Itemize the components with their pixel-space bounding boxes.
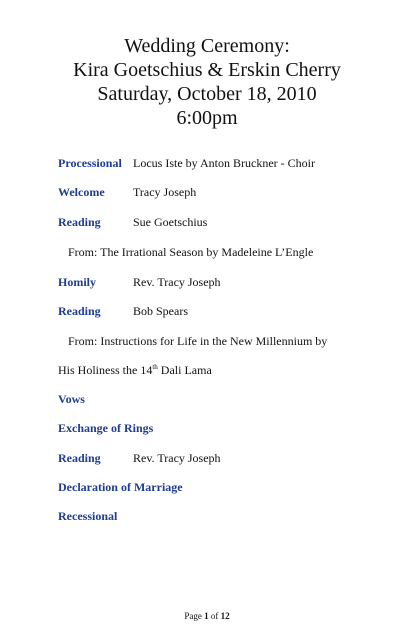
vows-label: Vows <box>58 392 85 406</box>
processional-label: Processional <box>58 156 122 170</box>
reading-1-value: Sue Goetschius <box>133 215 208 229</box>
title-line-1: Wedding Ceremony: <box>124 35 290 57</box>
homily-value: Rev. Tracy Joseph <box>133 275 221 289</box>
recessional-label: Recessional <box>58 509 118 523</box>
title-line-4: 6:00pm <box>176 107 238 129</box>
reading-2-value: Bob Spears <box>133 304 188 318</box>
page-word: Page <box>184 611 202 621</box>
welcome-value: Tracy Joseph <box>133 185 197 199</box>
program-item-homily <box>58 275 221 290</box>
reading-2-label: Reading <box>58 304 101 318</box>
reading-1-label: Reading <box>58 215 101 229</box>
homily-label: Homily <box>58 275 96 289</box>
exchange-of-rings-label: Exchange of Rings <box>58 421 154 435</box>
current-page: 1 <box>204 611 209 621</box>
program-item-declaration <box>58 480 183 495</box>
ceremony-title <box>0 34 414 130</box>
reading-3-value: Rev. Tracy Joseph <box>133 451 221 465</box>
reading-2-source-line-2-text: His Holiness the 14 <box>58 363 153 377</box>
program-item-welcome <box>58 185 197 200</box>
reading-2-source-line-1: From: Instructions for Life in the New Millennium by <box>68 334 328 348</box>
welcome-label: Welcome <box>58 185 105 199</box>
total-pages: 12 <box>220 611 230 621</box>
of-word: of <box>210 611 219 621</box>
program-item-reading-2 <box>58 304 188 319</box>
program-item-vows <box>58 392 85 407</box>
reading-2-source-line-2 <box>58 363 212 378</box>
page-number <box>0 610 414 622</box>
title-line-2: Kira Goetschius & Erskin Cherry <box>73 59 341 81</box>
program-item-exchange-of-rings <box>58 421 153 436</box>
title-line-3: Saturday, October 18, 2010 <box>97 83 317 105</box>
ordinal-superscript: th <box>152 363 158 371</box>
reading-3-label: Reading <box>58 451 101 465</box>
declaration-label: Declaration of Marriage <box>58 480 183 494</box>
processional-value: Locus Iste by Anton Bruckner - Choir <box>133 156 315 170</box>
program-item-reading-1 <box>58 215 208 230</box>
reading-2-source-line-2-tail: Dali Lama <box>157 363 212 377</box>
program-item-recessional <box>58 509 117 524</box>
program-item-processional <box>58 156 315 171</box>
reading-1-source: From: The Irrational Season by Madeleine L’Engle <box>68 245 314 259</box>
program-item-reading-3 <box>58 451 221 466</box>
